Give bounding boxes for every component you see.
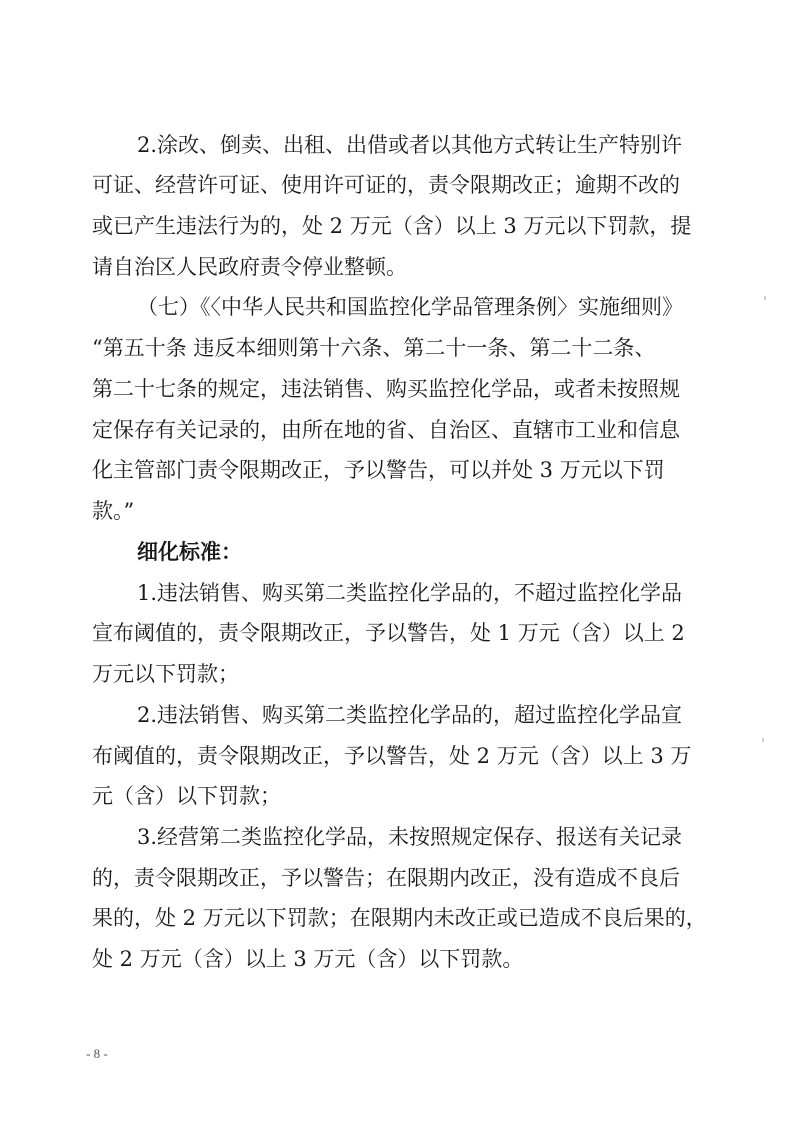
text-line-content: 3.经营第二类监控化学品，未按照规定保存、报送有关记录 (137, 825, 683, 849)
text-line (0, 858, 793, 898)
text-line (0, 776, 793, 816)
text-line-content: 2.涂改、倒卖、出租、出借或者以其他方式转让生产特别许 (137, 133, 683, 157)
section-heading-text: 细化标准： (137, 539, 242, 564)
text-line (0, 125, 793, 165)
text-line-content: 处 2 万元（含）以上 3 万元（含）以下罚款。 (92, 947, 524, 971)
text-line (0, 328, 793, 368)
scan-artifact (764, 296, 766, 300)
text-line (0, 410, 793, 450)
text-line (0, 206, 793, 246)
text-line-content: 可证、经营许可证、使用许可证的，责令限期改正；逾期不改的 (92, 173, 680, 197)
text-line-content: 款。” (92, 499, 135, 523)
section-heading (0, 532, 793, 572)
text-line (0, 491, 793, 531)
text-line-content: 元（含）以下罚款； (92, 784, 281, 808)
text-line (0, 817, 793, 857)
text-line-content: 果的，处 2 万元以下罚款；在限期内未改正或已造成不良后果的， (92, 906, 707, 930)
text-line-content: 的，责令限期改正，予以警告；在限期内改正，没有造成不良后 (92, 866, 680, 890)
text-line (0, 613, 793, 653)
text-line (0, 654, 793, 694)
text-line (0, 287, 793, 327)
text-line (0, 736, 793, 776)
text-line-content: 第二十七条的规定，违法销售、购买监控化学品，或者未按照规 (92, 377, 680, 401)
text-line-content: 万元以下罚款； (92, 662, 239, 686)
text-line (0, 573, 793, 613)
text-line (0, 247, 793, 287)
text-line-content: 定保存有关记录的，由所在地的省、自治区、直辖市工业和信息 (92, 418, 680, 442)
text-line (0, 695, 793, 735)
text-line-content: 布阈值的，责令限期改正，予以警告，处 2 万元（含）以上 3 万 (92, 744, 692, 768)
text-line (0, 898, 793, 938)
text-line-content: 或已产生违法行为的，处 2 万元（含）以上 3 万元以下罚款，提 (92, 214, 692, 238)
text-line-content: “第五十条 违反本细则第十六条、第二十一条、第二十二条、 (92, 336, 656, 360)
text-line-content: 宣布阈值的，责令限期改正，予以警告，处 1 万元（含）以上 2 (92, 621, 685, 645)
text-line (0, 450, 793, 490)
text-line (0, 369, 793, 409)
text-line (0, 939, 793, 979)
text-line-content: （七）《〈中华人民共和国监控化学品管理条例〉实施细则》 (137, 295, 683, 319)
text-line-content: 化主管部门责令限期改正，予以警告，可以并处 3 万元以下罚 (92, 458, 665, 482)
text-line-content: 2.违法销售、购买第二类监控化学品的，超过监控化学品宣 (137, 703, 683, 727)
scan-artifact (762, 738, 764, 742)
text-line (0, 165, 793, 205)
page-number: - 8 - (86, 1046, 108, 1061)
text-line-content: 请自治区人民政府责令停业整顿。 (92, 255, 407, 279)
text-line-content: 1.违法销售、购买第二类监控化学品的，不超过监控化学品 (137, 581, 683, 605)
